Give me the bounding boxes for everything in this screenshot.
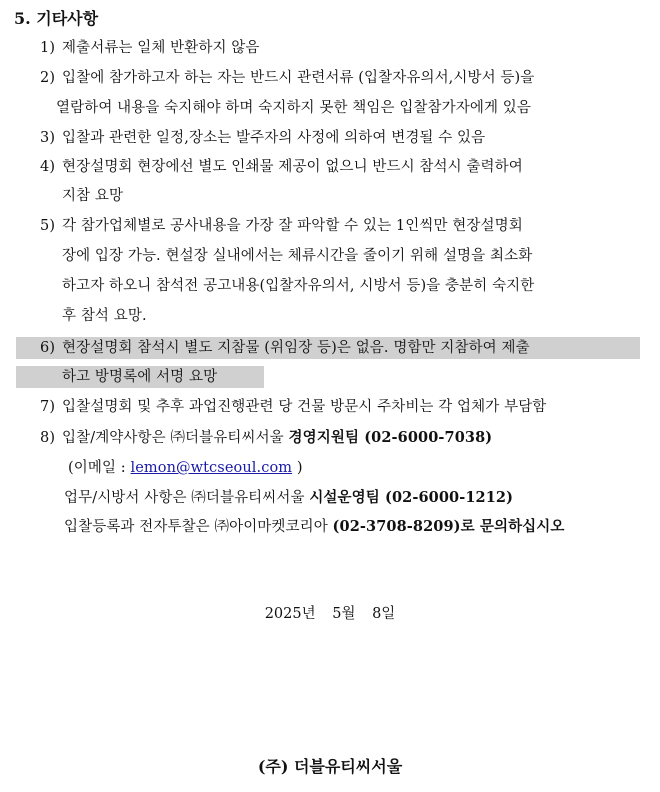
email-prefix: (이메일 : (68, 460, 131, 476)
bid-contact-line (64, 517, 565, 537)
list-item-2 (40, 68, 534, 88)
item-number: 6) (40, 340, 56, 356)
date-day: 8일 (372, 606, 396, 622)
company-name: (주) 더블유티씨서울 (257, 757, 403, 776)
list-item-5 (40, 216, 523, 236)
list-item-5-continued: 하고자 하오니 참석전 공고내용(입찰자유의서, 시방서 등)을 충분히 숙지한 (62, 278, 535, 294)
email-suffix: ) (292, 460, 303, 476)
list-item-6 (40, 338, 530, 358)
email-link[interactable]: lemon@wtcseoul.com (130, 460, 293, 476)
list-item-3 (40, 128, 485, 148)
list-item-1 (40, 38, 260, 58)
item-number: 1) (40, 40, 56, 56)
item-text: 입찰설명회 및 추후 과업진행관련 당 건물 방문시 주차비는 각 업체가 부담함 (62, 399, 547, 415)
spec-contact-line (64, 488, 513, 508)
email-line (68, 458, 303, 478)
list-item-7 (40, 397, 546, 417)
section-title: 5. 기타사항 (14, 9, 99, 28)
list-item-8 (40, 428, 492, 448)
item-number: 2) (40, 70, 56, 86)
item-text: 현장설명회 현장에선 별도 인쇄물 제공이 없으니 반드시 참석시 출력하여 (62, 159, 523, 175)
spec-team: 시설운영팀 (02-6000-1212) (309, 489, 514, 506)
item-text: 제출서류는 일체 반환하지 않음 (62, 40, 260, 56)
item-number: 4) (40, 159, 56, 175)
bid-contact: (02-3708-8209)로 문의하십시오 (332, 518, 565, 535)
list-item-6-continued: 하고 방명록에 서명 요망 (62, 369, 218, 385)
item-text: 입찰과 관련한 일정,장소는 발주자의 사정에 의하여 변경될 수 있음 (62, 130, 486, 146)
item-text: 각 참가업체별로 공사내용을 가장 잘 파악할 수 있는 1인씩만 현장설명회 (62, 218, 523, 234)
bid-prefix: 입찰등록과 전자투찰은 ㈜아이마켓코리아 (64, 519, 333, 535)
list-item-5-continued: 장에 입장 가능. 현설장 실내에서는 체류시간을 줄이기 위해 설명을 최소화 (62, 248, 533, 264)
date-month: 5월 (332, 606, 356, 622)
list-item-4 (40, 157, 523, 177)
item-number: 8) (40, 430, 56, 446)
list-item-2-continued: 열람하여 내용을 숙지해야 하며 숙지하지 못한 책임은 입찰참가자에게 있음 (56, 100, 531, 116)
item-text: 현장설명회 참석시 별도 지참물 (위임장 등)은 없음. 명함만 지참하여 제출 (62, 340, 530, 356)
spec-prefix: 업무/시방서 사항은 ㈜더블유티씨서울 (64, 490, 310, 506)
date-year: 2025년 (264, 606, 316, 622)
list-item-5-continued: 후 참석 요망. (62, 308, 147, 324)
item-number: 3) (40, 130, 56, 146)
item-text: 입찰에 참가하고자 하는 자는 반드시 관련서류 (입찰자유의서,시방서 등)을 (62, 70, 535, 86)
list-item-4-continued: 지참 요망 (62, 188, 124, 204)
item-number: 7) (40, 399, 56, 415)
contact-prefix: 입찰/계약사항은 ㈜더블유티씨서울 (62, 430, 289, 446)
contact-team: 경영지원팀 (02-6000-7038) (288, 429, 493, 446)
notice-date (0, 604, 660, 624)
item-number: 5) (40, 218, 56, 234)
